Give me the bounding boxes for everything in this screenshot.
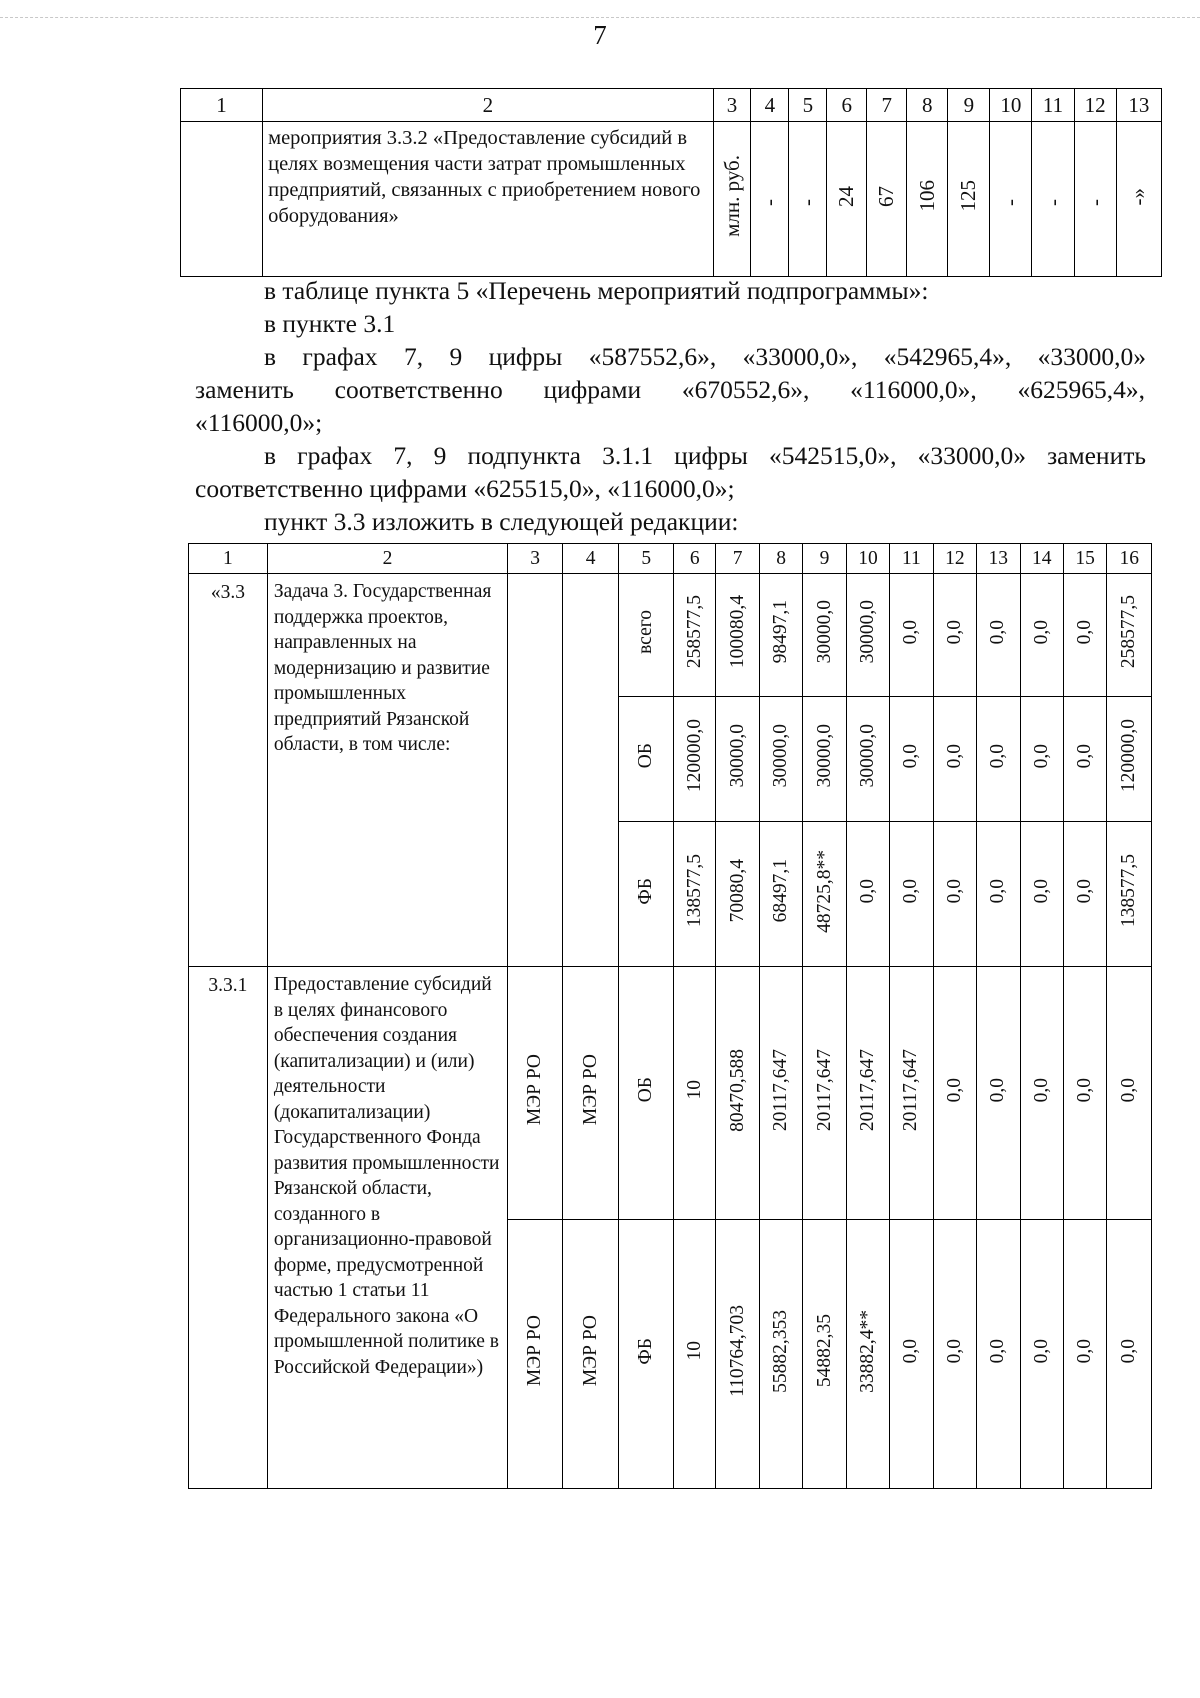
page-number: 7 xyxy=(593,20,607,50)
value-cell: 30000,0 xyxy=(846,574,889,697)
value-cell: 0,0 xyxy=(846,822,889,967)
value-cell: 70080,4 xyxy=(716,822,759,967)
column-number: 12 xyxy=(1074,89,1116,122)
column-number: 11 xyxy=(1032,89,1074,122)
paragraph-line: в графах 7, 9 цифры «587552,6», «33000,0», «542965,4», «33000,0» xyxy=(264,342,1146,371)
value-cell: 0,0 xyxy=(1063,967,1106,1220)
empty-cell xyxy=(508,574,563,967)
item-code: «3.3 xyxy=(189,574,268,967)
value-cell: 54882,35 xyxy=(803,1220,846,1489)
value-cell: 33882,4** xyxy=(846,1220,889,1489)
value-cell: 0,0 xyxy=(977,697,1020,822)
column-number: 2 xyxy=(263,89,714,122)
column-number: 5 xyxy=(619,544,674,574)
value-cell: 0,0 xyxy=(1063,1220,1106,1489)
empty-cell xyxy=(562,574,619,967)
value-cell: 0,0 xyxy=(977,1220,1020,1489)
item-description: Предоставление субсидий в целях финансового обеспечения создания (капитализации) и (или) деятельности (докапитализации) Государственного Фонда развития промышленности Рязанской области, созданного в организационно-правовой форме, предусмотренной частью 1 статьи 11 Федерального закона «О промышленной политике в Российской Федерации») xyxy=(267,967,507,1489)
paragraph-line: соответственно цифрами «625515,0», «116000,0»; xyxy=(195,474,735,503)
value-cell: 98497,1 xyxy=(759,574,802,697)
column-number: 3 xyxy=(508,544,563,574)
value-cell: 30000,0 xyxy=(846,697,889,822)
value-cell: 10 xyxy=(674,1220,716,1489)
table-row xyxy=(189,967,1152,1220)
value-cell: 20117,647 xyxy=(803,967,846,1220)
value-cell: - xyxy=(751,122,789,277)
value-cell: 30000,0 xyxy=(759,697,802,822)
value-cell: -» xyxy=(1116,122,1161,277)
value-cell: 0,0 xyxy=(890,822,933,967)
paragraph-line: пункт 3.3 изложить в следующей редакции: xyxy=(264,507,739,536)
paragraph-line: в графах 7, 9 подпункта 3.1.1 цифры «542515,0», «33000,0» заменить xyxy=(264,441,1146,470)
value-cell: 0,0 xyxy=(890,1220,933,1489)
column-number: 9 xyxy=(803,544,846,574)
column-number: 14 xyxy=(1020,544,1063,574)
executor-cell: МЭР РО xyxy=(562,1220,619,1489)
column-number: 13 xyxy=(1116,89,1161,122)
value-cell: 0,0 xyxy=(933,822,976,967)
paragraph-line: заменить соответственно цифрами «670552,6», «116000,0», «625965,4», xyxy=(195,375,1145,404)
column-number: 4 xyxy=(751,89,789,122)
value-cell: 0,0 xyxy=(1020,967,1063,1220)
value-cell: 10 xyxy=(674,967,716,1220)
value-cell: 0,0 xyxy=(890,574,933,697)
value-cell: 0,0 xyxy=(1063,574,1106,697)
indicator-table xyxy=(180,88,1162,277)
column-number: 1 xyxy=(189,544,268,574)
value-cell: 0,0 xyxy=(1063,822,1106,967)
value-cell: 30000,0 xyxy=(803,574,846,697)
value-cell: 0,0 xyxy=(1107,967,1152,1220)
measure-description: мероприятия 3.3.2 «Предоставление субсидий в целях возмещения части затрат промышленных предприятий, связанных с приобретением нового оборудования» xyxy=(263,122,714,277)
funding-source: всего xyxy=(619,574,674,697)
table-header-row xyxy=(181,89,1162,122)
column-number: 8 xyxy=(759,544,802,574)
column-number: 11 xyxy=(890,544,933,574)
column-number: 15 xyxy=(1063,544,1106,574)
column-number: 10 xyxy=(990,89,1032,122)
value-cell: 0,0 xyxy=(1107,1220,1152,1489)
value-cell: 0,0 xyxy=(1020,1220,1063,1489)
value-cell: 120000,0 xyxy=(674,697,716,822)
funding-source: ОБ xyxy=(619,697,674,822)
column-number: 3 xyxy=(713,89,751,122)
value-cell: 30000,0 xyxy=(716,697,759,822)
column-number: 7 xyxy=(867,89,907,122)
column-number: 9 xyxy=(948,89,990,122)
value-cell: 0,0 xyxy=(1020,574,1063,697)
column-number: 6 xyxy=(827,89,867,122)
value-cell: 55882,353 xyxy=(759,1220,802,1489)
value-cell: - xyxy=(1074,122,1116,277)
value-cell: 138577,5 xyxy=(674,822,716,967)
column-number: 10 xyxy=(846,544,889,574)
table-row xyxy=(189,574,1152,697)
funding-source: ОБ xyxy=(619,967,674,1220)
value-cell: 20117,647 xyxy=(890,967,933,1220)
column-number: 7 xyxy=(716,544,759,574)
value-cell: 138577,5 xyxy=(1107,822,1152,967)
value-cell: 258577,5 xyxy=(674,574,716,697)
value-cell: 0,0 xyxy=(933,967,976,1220)
executor-cell: МЭР РО xyxy=(508,1220,563,1489)
value-cell: 0,0 xyxy=(1063,697,1106,822)
value-cell: 0,0 xyxy=(890,697,933,822)
column-number: 4 xyxy=(562,544,619,574)
value-cell: 67 xyxy=(867,122,907,277)
column-number: 12 xyxy=(933,544,976,574)
value-cell: 0,0 xyxy=(933,574,976,697)
item-code: 3.3.1 xyxy=(189,967,268,1489)
value-cell: 20117,647 xyxy=(846,967,889,1220)
unit-cell: млн. руб. xyxy=(713,122,751,277)
value-cell: 125 xyxy=(948,122,990,277)
funding-source: ФБ xyxy=(619,822,674,967)
value-cell: 48725,8** xyxy=(803,822,846,967)
funding-source: ФБ xyxy=(619,1220,674,1489)
executor-cell: МЭР РО xyxy=(562,967,619,1220)
column-number: 6 xyxy=(674,544,716,574)
value-cell: 30000,0 xyxy=(803,697,846,822)
paragraph-line: в таблице пункта 5 «Перечень мероприятий подпрограммы»: xyxy=(264,276,929,305)
column-number: 2 xyxy=(267,544,507,574)
value-cell: 258577,5 xyxy=(1107,574,1152,697)
value-cell: 110764,703 xyxy=(716,1220,759,1489)
value-cell: 0,0 xyxy=(933,697,976,822)
value-cell: 0,0 xyxy=(933,1220,976,1489)
column-number: 8 xyxy=(907,89,948,122)
value-cell: 20117,647 xyxy=(759,967,802,1220)
value-cell: - xyxy=(990,122,1032,277)
value-cell: 100080,4 xyxy=(716,574,759,697)
measures-table xyxy=(188,543,1152,1489)
table-header-row xyxy=(189,544,1152,574)
column-number: 1 xyxy=(181,89,263,122)
column-number: 13 xyxy=(977,544,1020,574)
value-cell: - xyxy=(1032,122,1074,277)
executor-cell: МЭР РО xyxy=(508,967,563,1220)
value-cell: 24 xyxy=(827,122,867,277)
item-description: Задача 3. Государственная поддержка проектов, направленных на модернизацию и развитие промышленных предприятий Рязанской области, в том числе: xyxy=(267,574,507,967)
value-cell: 106 xyxy=(907,122,948,277)
value-cell: 80470,588 xyxy=(716,967,759,1220)
paragraph-line: «116000,0»; xyxy=(195,408,323,437)
value-cell: 0,0 xyxy=(977,574,1020,697)
empty-cell xyxy=(181,122,263,277)
value-cell: 0,0 xyxy=(977,967,1020,1220)
value-cell: 120000,0 xyxy=(1107,697,1152,822)
value-cell: 0,0 xyxy=(1020,697,1063,822)
value-cell: 0,0 xyxy=(1020,822,1063,967)
value-cell: 0,0 xyxy=(977,822,1020,967)
value-cell: - xyxy=(789,122,827,277)
scan-border-line xyxy=(0,17,1200,18)
paragraph-line: в пункте 3.1 xyxy=(264,309,396,338)
value-cell: 68497,1 xyxy=(759,822,802,967)
column-number: 5 xyxy=(789,89,827,122)
column-number: 16 xyxy=(1107,544,1152,574)
table-row xyxy=(181,122,1162,277)
